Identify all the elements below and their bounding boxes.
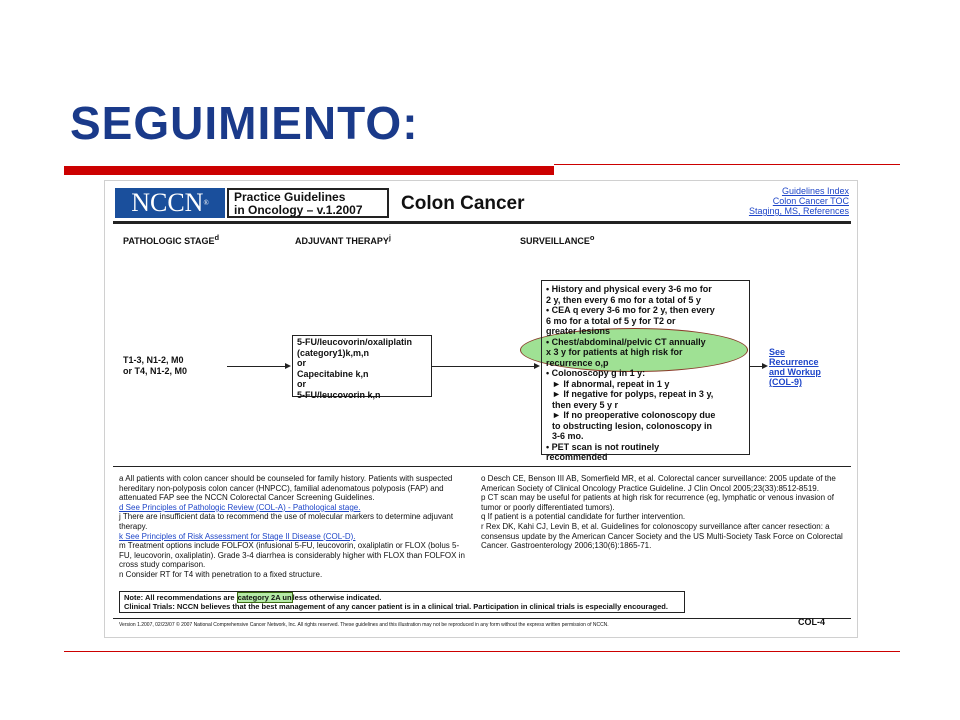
footnote-divider [113, 466, 851, 467]
arrow-right-icon [285, 363, 291, 369]
surveillance-line: ► If abnormal, repeat in 1 y [552, 378, 670, 389]
col-header-stage: PATHOLOGIC STAGE$^d$ [123, 233, 220, 246]
title-underline-red [64, 166, 554, 175]
surveillance-line: then every 5 y r [552, 399, 619, 410]
footnotes-right [481, 474, 851, 551]
footnote-link[interactable]: d See Principles of Pathologic Review (COL-A) - Pathological stage. [119, 502, 361, 512]
note-box [119, 591, 685, 613]
surveillance-line: ► If no preoperative colonoscopy due [552, 410, 716, 420]
surveillance-line: greater lesions [546, 326, 611, 336]
category-highlight: category 2A un [237, 593, 292, 602]
arrow-right-icon [534, 363, 540, 369]
footnotes-left [119, 474, 471, 580]
surveillance-line: • History and physical every 3-6 mo for [546, 284, 712, 294]
footnote: n Consider RT for T4 with penetration to a fixed structure. [119, 569, 323, 579]
surveillance-line: x 3 y for patients at high risk for [546, 347, 683, 357]
surveillance-line: 3-6 mo. [552, 431, 584, 441]
pathologic-stage-text: T1-3, N1-2, M0 or T4, N1-2, M0 [123, 355, 188, 376]
copyright-text: Version 1.2007, 02/23/07 © 2007 National Comprehensive Cancer Network, Inc. All rights reserved. These guidelines and this illustration may not be reproduced in any form without the express written permission of NCCN. [119, 622, 609, 628]
footnote: q If patient is a potential candidate for further intervention. [481, 512, 686, 522]
connector-line [750, 366, 762, 367]
header-divider [113, 221, 851, 224]
adjuvant-therapy-box: 5-FU/leucovorin/oxaliplatin (category1)k,m,n or Capecitabine k,n or 5-FU/leucovorin k,n [292, 335, 432, 397]
practice-line-1: Practice Guidelines [234, 190, 346, 204]
surveillance-line: 6 mo for a total of 5 y for T2 or [546, 315, 676, 326]
footer-divider [113, 618, 851, 619]
surveillance-line: • Colonoscopy g in 1 y: [546, 368, 646, 378]
surveillance-line: recommended [546, 452, 608, 462]
page-code: COL-4 [798, 617, 825, 627]
connector-line [227, 366, 285, 367]
surveillance-line: • PET scan is not routinely [546, 441, 660, 452]
surveillance-box [541, 280, 750, 462]
connector-line [432, 366, 534, 367]
surveillance-line: recurrence o,p [546, 357, 609, 368]
surveillance-line: 2 y, then every 6 mo for a total of 5 y [546, 294, 701, 305]
note-line-2: Clinical Trials: NCCN believes that the best management of any cancer patient is in a clinical trial. Participation in clinical trials is especially encouraged. [124, 602, 668, 611]
footnote: o Desch CE, Benson III AB, Somerfield MR, et al. Colorectal cancer surveillance: 2005 update of the American Society of Clinical Oncology Practice Guideline. J Clin Oncol 2005;23(33):8512-8519. [481, 474, 836, 493]
top-links [749, 186, 849, 216]
footnote: p CT scan may be useful for patients at high risk for recurrence (eg, lymphatic or venous invasion of tumor or poorly differentiated tumors). [481, 493, 834, 512]
col-header-therapy: ADJUVANT THERAPY$^j$ [295, 233, 391, 246]
document-title: Colon Cancer [401, 193, 525, 214]
practice-guidelines-box [227, 188, 389, 218]
surveillance-line: ► If negative for polyps, repeat in 3 y, [552, 389, 714, 399]
surveillance-line: • CEA q every 3-6 mo for 2 y, then every [546, 305, 715, 315]
nccn-document-image [104, 180, 858, 638]
practice-line-2: in Oncology – v.1.2007 [234, 203, 363, 217]
nccn-logo: NCCN® [115, 188, 225, 218]
note-line-1: Note: All recommendations are category 2A unless otherwise indicated. [124, 593, 382, 602]
footnote-link[interactable]: k See Principles of Risk Assessment for Stage II Disease (COL-D). [119, 531, 356, 541]
footnote: a All patients with colon cancer should be counseled for family history. Patients with suspected hereditary non-polyposis colon cancer (HNPCC), familial adenomatous polyposis (FAP) and attenuated FAP see the NCCN Colorectal Cancer Screening Guidelines. [119, 474, 453, 503]
link-staging-ms-references[interactable]: Staging, MS, References [748, 206, 849, 216]
link-guidelines-index[interactable]: Guidelines Index [781, 186, 849, 196]
surveillance-line: to obstructing lesion, colonoscopy in [552, 420, 713, 431]
link-colon-cancer-toc[interactable]: Colon Cancer TOC [772, 196, 849, 206]
slide-title: SEGUIMIENTO: [70, 97, 419, 149]
surveillance-line: • Chest/abdominal/pelvic CT annually [546, 336, 706, 347]
title-underline-thin [554, 164, 900, 165]
see-recurrence-workup-link[interactable]: See Recurrence and Workup (COL-9) [769, 347, 821, 387]
footnote: j There are insufficient data to recommend the use of molecular markers to determine adjuvant therapy. [119, 512, 454, 531]
arrow-right-icon [762, 363, 768, 369]
col-header-surveillance: SURVEILLANCE$^o$ [520, 233, 595, 246]
bottom-rule [64, 651, 900, 652]
footnote: m Treatment options include FOLFOX (infusional 5-FU, leucovorin, oxaliplatin or FLOX (bolus 5-FU, leucovorin, oxaliplatin). Grade 3-4 diarrhea is considerably higher with FLOX than FOLFOX in cross study comparison. [119, 541, 465, 570]
footnote: r Rex DK, Kahi CJ, Levin B, et al. Guidelines for colonoscopy surveillance after cancer resection: a consensus update by the American Cancer Society and the US Multi-Society Task Force on Colorectal Cancer. Gastroenterology 2006;130(6):1865-71. [481, 521, 843, 551]
